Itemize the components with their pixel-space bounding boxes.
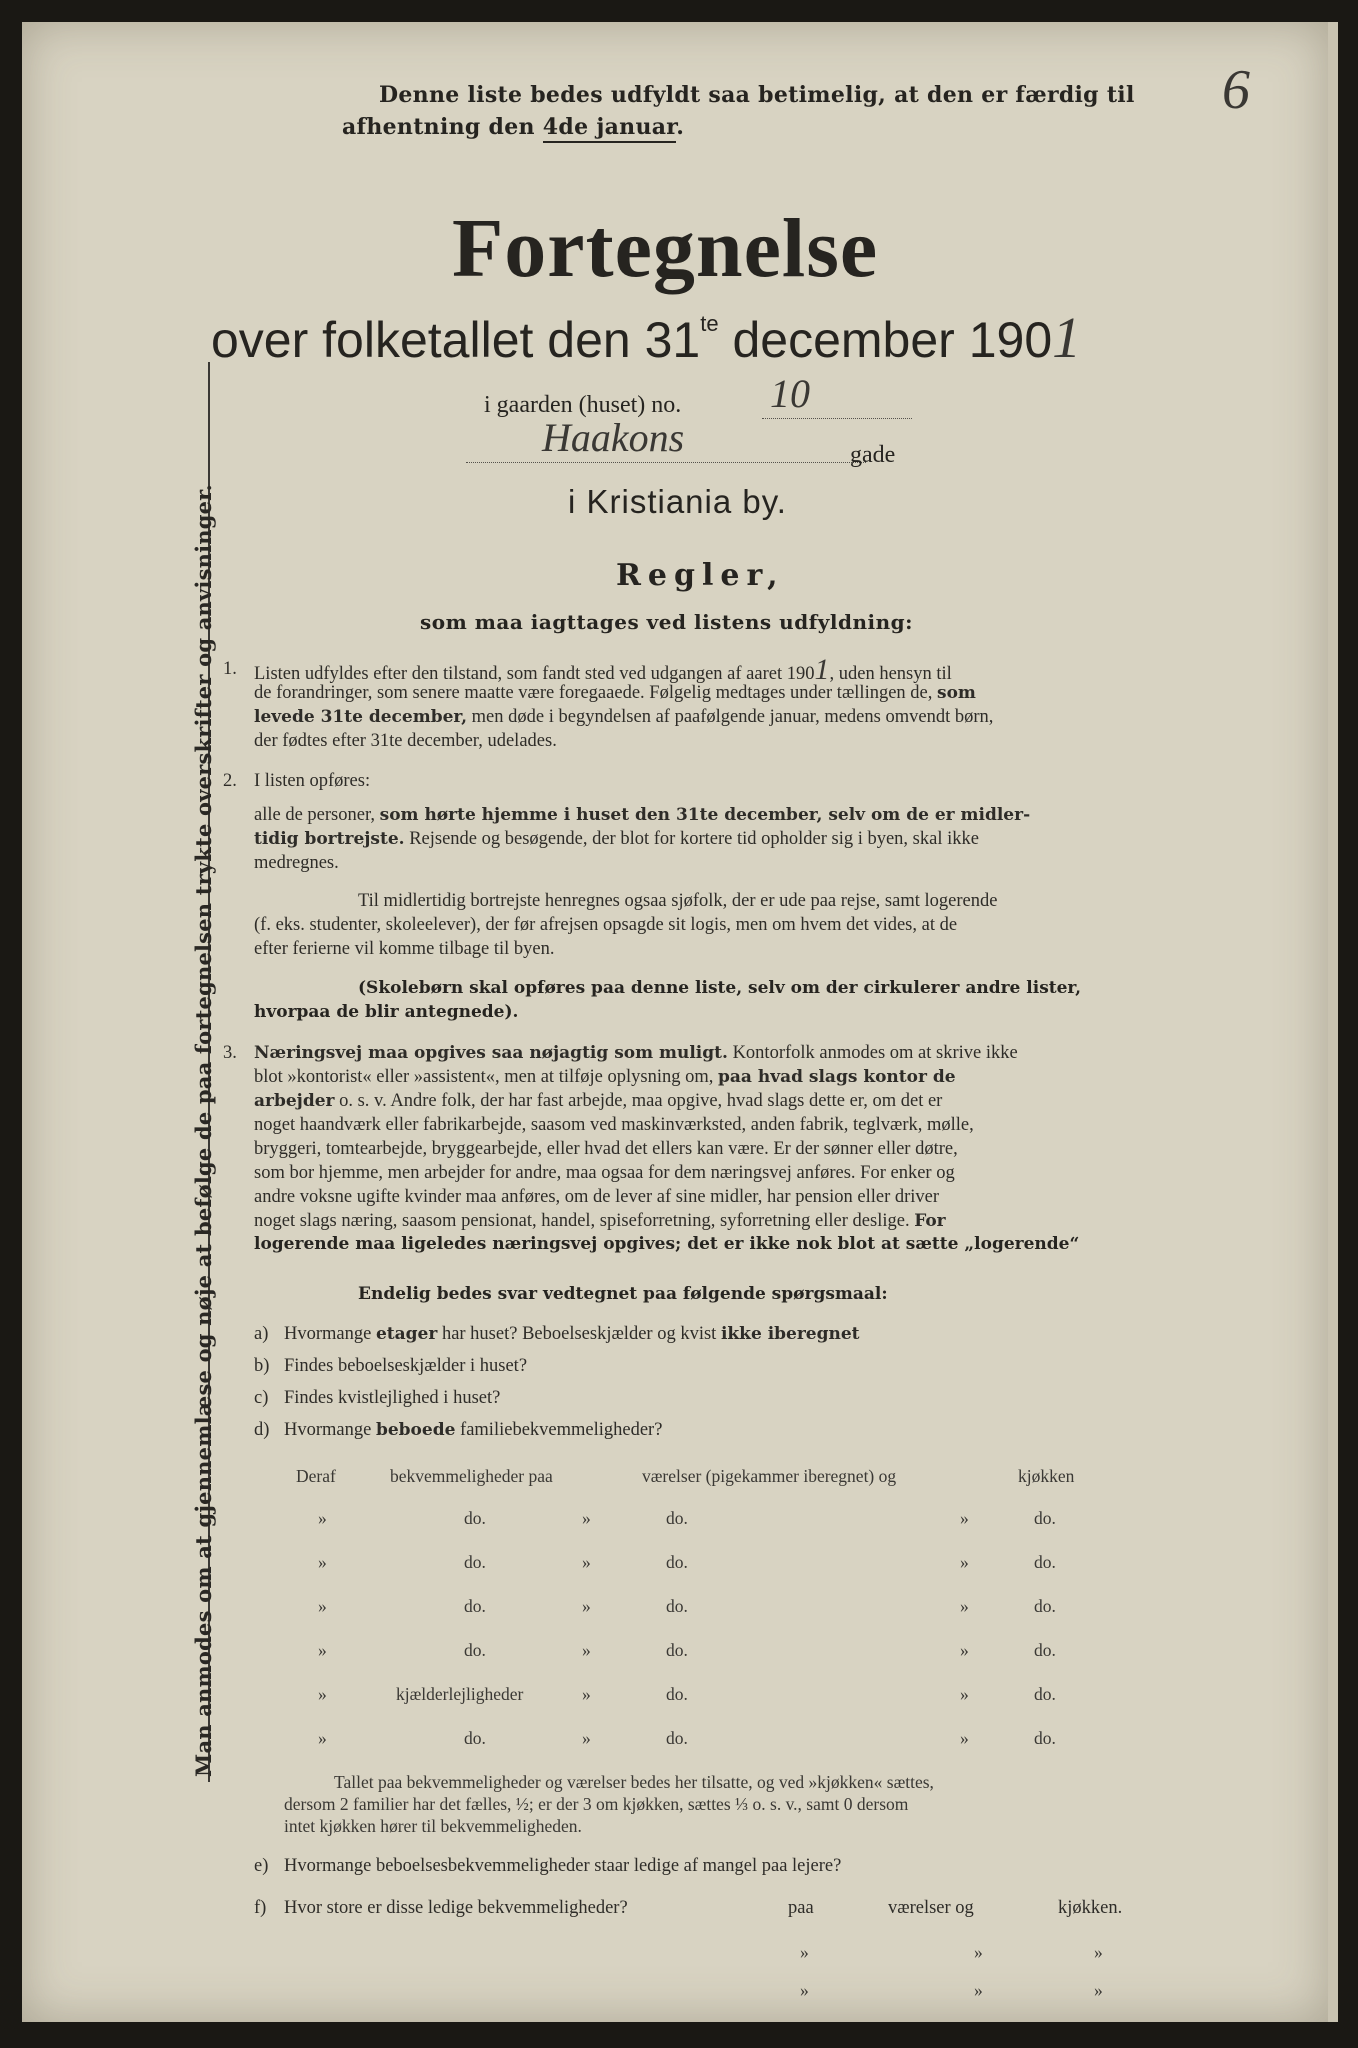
house-number-label: i gaarden (huset) no. (484, 392, 682, 418)
question-b: Findes beboelseskjælder i huset? (284, 1356, 528, 1376)
handwritten-street-name: Haakons (542, 415, 685, 460)
table-header-deraf: Deraf (296, 1466, 336, 1486)
rule-2-line-1: alle de personer, som hørte hjemme i huset den 31te december, selv om de er midler- (254, 805, 1031, 825)
question-e: Hvormange beboelsesbekvemmeligheder staar ledige af mangel paa lejere? (284, 1856, 842, 1876)
rule-2-para-2-line-3: efter ferierne vil komme tilbage til byen. (254, 939, 555, 959)
question-c: Findes kvistlejlighed i huset? (284, 1388, 501, 1408)
page-number: 6 (1222, 59, 1250, 121)
rule-1-line-3: levede 31te december, men døde i begyndelsen af paafølgende januar, medens omvendt børn, (254, 707, 994, 727)
house-number-field-line (762, 418, 912, 419)
question-f-letter: f) (254, 1898, 267, 1918)
notice-line-2: afhentning den 4de januar. (342, 114, 684, 140)
form-title: Fortegnelse (452, 202, 879, 295)
table-header-kjokken: kjøkken (1018, 1466, 1075, 1486)
rule-2-para-2-line-1: Til midlertidig bortrejste henregnes ogsaa sjøfolk, der er ude paa rejse, samt logerende (358, 891, 998, 911)
rule-3-line-5: bryggeri, tomtearbejde, bryggearbejde, eller hvad det ellers kan være. Er der sønner eller døtre, (254, 1139, 958, 1159)
street-field-line (466, 462, 866, 463)
rule-3-line-9: logerende maa ligeledes næringsvej opgives; det er ikke nok blot at sætte „logerende“ (254, 1234, 1080, 1254)
rule-2-line-3: medregnes. (254, 853, 339, 873)
rule-3-line-1: Næringsvej maa opgives saa nøjagtig som muligt. Kontorfolk anmodes om at skrive ikke (254, 1043, 1018, 1063)
rule-3-line-7: andre voksne ugifte kvinder maa anføres, om de lever af sine midler, har pension eller driver (254, 1187, 940, 1207)
rule-2-heading: I listen opføres: (254, 771, 371, 791)
rule-2-para-3-line-2: hvorpaa de blir antegnede). (254, 1002, 519, 1022)
handwritten-rule-year-digit: 1 (814, 653, 830, 686)
rule-3-number: 3. (223, 1043, 237, 1063)
table-header-vaerelser: værelser (pigekammer iberegnet) og (642, 1466, 897, 1486)
rule-3-line-6: som bor hjemme, men arbejder for andre, maa ogsaa for dem næringsvej anføres. For enker og (254, 1163, 955, 1183)
question-f: Hvor store er disse ledige bekvemmeligheder? (284, 1898, 628, 1918)
question-f-paa: paa (788, 1898, 814, 1918)
rule-1-line-4: der fødtes efter 31te december, udelades. (254, 731, 557, 751)
rule-2-para-2-line-2: (f. eks. studenter, skoleelever), der før afrejsen opsagde sit logis, men om hvem det vides, at de (254, 915, 958, 935)
rule-2-number: 2. (223, 771, 237, 791)
question-a: Hvormange etager har huset? Beboelseskjælder og kvist ikke iberegnet (284, 1324, 860, 1344)
notice-line-1: Denne liste bedes udfyldt saa betimelig, at den er færdig til (379, 82, 1135, 108)
note-line-1: Tallet paa bekvemmeligheder og værelser bedes her tilsatte, og ved »kjøkken« sættes, (334, 1772, 934, 1792)
question-e-letter: e) (254, 1856, 269, 1876)
question-a-letter: a) (254, 1324, 269, 1344)
question-f-kjokken: kjøkken. (1058, 1898, 1123, 1918)
rule-1-line-1: Listen udfyldes efter den tilstand, som fandt sted ved udgangen af aaret 1901, uden hensyn til (254, 653, 952, 686)
rule-3-line-3: arbejder o. s. v. Andre folk, der har fast arbejde, maa opgive, hvad slags dette er, om det er (254, 1091, 943, 1111)
street-suffix: gade (850, 442, 896, 468)
question-f-vaerelser: værelser og (888, 1898, 974, 1918)
question-c-letter: c) (254, 1388, 269, 1408)
question-b-letter: b) (254, 1356, 270, 1376)
question-d-letter: d) (254, 1420, 270, 1440)
rule-2-line-2: tidig bortrejste. Rejsende og besøgende, der blot for kortere tid opholder sig i byen, skal ikke (254, 829, 979, 849)
question-d: Hvormange beboede familiebekvemmeligheder? (284, 1420, 663, 1440)
note-line-2: dersom 2 familier har det fælles, ½; er der 3 om kjøkken, sættes ⅓ o. s. v., samt 0 dersom (284, 1794, 909, 1814)
note-line-3: intet kjøkken hører til bekvemmeligheden. (284, 1816, 582, 1836)
rule-3-line-4: noget haandværk eller fabrikarbejde, saasom ved maskinværksted, anden fabrik, teglværk, mølle, (254, 1115, 974, 1135)
handwritten-house-number: 10 (770, 371, 810, 416)
table-header-bekvemmeligheder: bekvemmeligheder paa (390, 1466, 553, 1486)
side-instruction-text: Man anmodes om at gjennemlæse og nøje at befølge de paa fortegnelsen trykte overskrifter og anvisninger. (191, 483, 216, 1777)
pickup-date: 4de januar (543, 114, 676, 143)
city-line: i Kristiania by. (568, 483, 787, 520)
rules-heading: Regler, (616, 558, 785, 593)
rule-1-line-2: de forandringer, som senere maatte være foregaaede. Følgelig medtages under tællingen de, som (254, 683, 976, 703)
rule-3-line-2: blot »kontorist« eller »assistent«, men at tilføje oplysning om, paa hvad slags kontor de (254, 1067, 956, 1087)
rules-subheading: som maa iagttages ved listens udfyldning: (420, 610, 914, 634)
rule-3-line-8: noget slags næring, saasom pensionat, handel, spiseforretning, syforretning eller deslige. For (254, 1211, 946, 1231)
rule-2-para-3-line-1: (Skolebørn skal opføres paa denne liste, selv om der cirkulerer andre lister, (358, 978, 1082, 998)
census-form-page: 6 Denne liste bedes udfyldt saa betimelig, at den er færdig til afhentning den 4de januar. Fortegnelse over folketallet den $31^{te}$ december 1901 i gaarden (huset) no. 10 Haakons gade i Kristiania by. Regler, som maa iagttages ved listens udfyldning: 1. Listen udfyldes efter den tilstand, som fandt sted ved udgangen af aaret 1901, uden hensyn til de forandringer, som senere maatte være foregaaede. Følgelig medtages under tællingen de, som levede 31te december, men døde i begyndelsen af paafølgende januar, medens omvendt børn, der fødtes efter 31te december, udelades. 2. I listen opføres: alle de personer, som hørte hjemme i huset den 31te december, selv om de er midler- tidig bortrejste. Rejsende og besøgende, der blot for kortere tid opholder sig i byen, skal ikke medregnes. Til midlertidig bortrejste henregnes ogsaa sjøfolk, der er ude paa rejse, samt logerende (f. eks. studenter, skoleelever), der før afrejsen opsagde sit logis, men om hvem det vides, at de efter ferierne vil komme tilbage til byen. (Skolebørn skal opføres paa denne liste, selv om der cirkulerer andre lister, hvorpaa de blir antegnede). 3. Næringsvej maa opgives saa nøjagtig som muligt. Kontorfolk anmodes om at skrive ikke blot »kontorist« eller »assistent«, men at tilføje oplysning om, paa hvad slags kontor de arbejder o. s. v. Andre folk, der har fast arbejde, maa opgive, hvad slags dette er, om det er noget haandværk eller fabrikarbejde, saasom ved maskinværksted, anden fabrik, teglværk, mølle, bryggeri, tomtearbejde, bryggearbejde, eller hvad det ellers kan være. Er der sønner eller døtre, som bor hjemme, men arbejder for andre, maa ogsaa for dem næringsvej anføres. For enker og andre voksne ugifte kvinder maa anføres, om de lever af sine midler, har pension eller driver noget slags næring, saasom pensionat, handel, spiseforretning, syforretning eller deslige. For logerende maa ligeledes næringsvej opgives; det er ikke nok blot at sætte „logerende“ Endelig bedes svar vedtegnet paa følgende spørgsmaal: a) Hvormange etager har huset? Beboelseskjælder og kvist ikke iberegnet b) Findes beboelseskjælder i huset? c) Findes kvistlejlighed i huset? d) Hvormange beboede familiebekvemmeligheder? Deraf bekvemmeligheder paa værelser (pigekammer iberegnet) og kjøkken » do. » do. » do. » do. » do. » do. » do. » do. » do. » do. » do. » do. » kjælderlejligheder » do. » do. » do. » do. » do. Tallet paa bekvemmeligheder og værelser bedes her tilsatte, og ved »kjøkken« sættes, dersom 2 familier har det fælles, ½; er der 3 om kjøkken, sættes ⅓ o. s. v., samt 0 dersom intet kjøkken hører til bekvemmeligheden. e) Hvormange beboelsesbekvemmeligheder staar ledige af mangel paa lejere? f) Hvor store er disse ledige bekvemmeligheder? paa værelser og kjøkken. » » » » » » Man anmodes om at gjennemlæse og nøje at befølge de paa fortegnelsen trykte overskrifter og anvisninger. (22, 22, 1338, 2022)
handwritten-year-digit: 1 (1052, 305, 1082, 370)
rule-1-number: 1. (223, 659, 237, 679)
questions-intro: Endelig bedes svar vedtegnet paa følgende spørgsmaal: (358, 1284, 888, 1304)
form-subtitle: over folketallet den $31^{te}$ december 1901 (211, 305, 1082, 370)
